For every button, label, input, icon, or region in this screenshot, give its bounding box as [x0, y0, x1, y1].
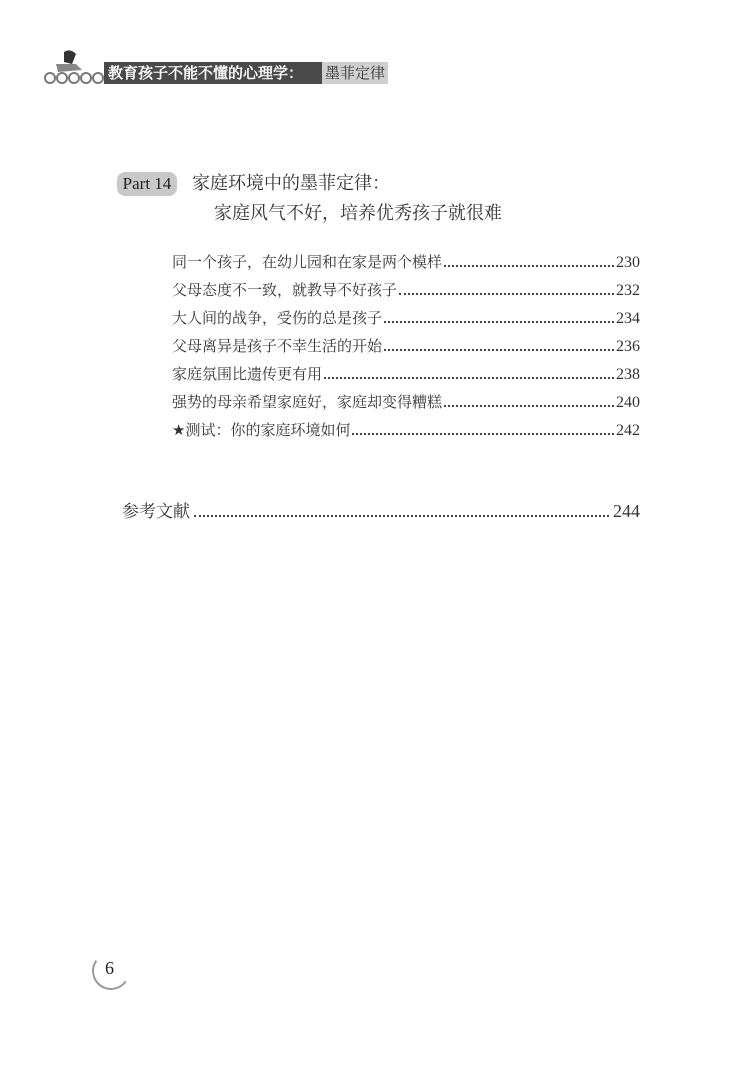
references-page: 244	[613, 501, 640, 521]
entry-title: ★测试：你的家庭环境如何	[172, 421, 351, 439]
book-title: 墨菲定律	[322, 62, 388, 84]
entry-title: 大人间的战争，受伤的总是孩子	[172, 309, 383, 327]
toc-entry[interactable]	[172, 391, 640, 419]
toc-entry[interactable]	[172, 251, 640, 279]
entry-title: 家庭氛围比遗传更有用	[172, 365, 323, 383]
entry-title: 同一个孩子，在幼儿园和在家是两个模样	[172, 253, 443, 271]
series-title: 教育孩子不能不懂的心理学：	[104, 62, 322, 84]
page-number	[92, 952, 132, 992]
entry-title: 父母离异是孩子不幸生活的开始	[172, 337, 383, 355]
toc-entry[interactable]	[172, 419, 640, 447]
part-title: 家庭环境中的墨菲定律：	[192, 173, 390, 194]
part-subtitle: 家庭风气不好，培养优秀孩子就很难	[214, 203, 502, 224]
toc-entries	[172, 251, 640, 447]
toc-entry[interactable]	[172, 279, 640, 307]
references-title: 参考文献	[122, 502, 190, 522]
entry-title: 强势的母亲希望家庭好，家庭却变得糟糕	[172, 393, 443, 411]
dot-leader	[444, 265, 614, 267]
dot-leader	[194, 515, 609, 517]
entry-page: 240	[616, 394, 640, 411]
dot-leader	[384, 321, 614, 323]
part-badge: Part 14	[117, 172, 177, 196]
entry-page: 238	[616, 366, 640, 383]
dot-leader	[384, 349, 614, 351]
dot-leader	[444, 405, 614, 407]
toc-entry[interactable]	[172, 307, 640, 335]
entry-page: 234	[616, 310, 640, 327]
entry-page: 236	[616, 338, 640, 355]
dot-leader	[352, 433, 614, 435]
references-entry[interactable]	[122, 497, 640, 522]
page-number-text: 6	[105, 958, 114, 978]
dot-leader	[399, 293, 614, 295]
header-illustration-icon	[42, 48, 104, 86]
dot-leader	[324, 377, 614, 379]
entry-page: 232	[616, 282, 640, 299]
entry-title: 父母态度不一致，就教导不好孩子	[172, 281, 398, 299]
toc-entry[interactable]	[172, 363, 640, 391]
entry-page: 242	[616, 422, 640, 439]
toc-entry[interactable]	[172, 335, 640, 363]
entry-page: 230	[616, 254, 640, 271]
